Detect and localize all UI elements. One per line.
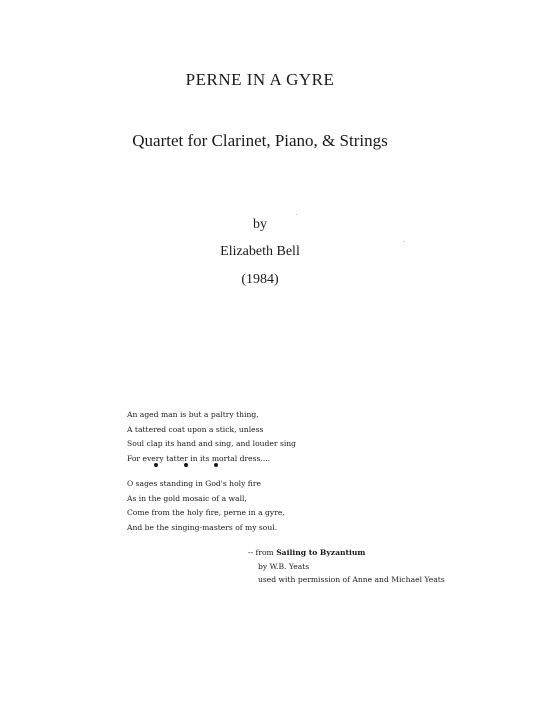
credit-prefix: -- from	[248, 548, 274, 557]
separator-dot	[154, 463, 158, 467]
poem-line: Soul clap its hand and sing, and louder sing	[127, 439, 297, 448]
poem-line: And be the singing-masters of my soul.	[127, 522, 278, 532]
poem-line: Come from the holy fire, perne in a gyre,	[127, 508, 285, 517]
composition-year: (1984)	[241, 272, 279, 287]
credit-source-line	[248, 546, 445, 560]
page-subtitle: Quartet for Clarinet, Piano, & Strings	[132, 131, 388, 150]
separator-dot	[214, 463, 218, 467]
stanza-separator	[148, 463, 238, 471]
composer-name: Elizabeth Bell	[220, 244, 300, 259]
poem-line: For every tatter in its mortal dress....	[127, 453, 271, 463]
credit-permission: used with permission of Anne and Michael Yeats	[258, 575, 445, 584]
by-label: by	[253, 217, 267, 232]
poem-stanza-2	[127, 477, 285, 535]
poem-line: A tattered coat upon a stick, unless	[127, 424, 264, 434]
poem-line: O sages standing in God's holy fire	[127, 479, 261, 488]
credit-author: by W.B. Yeats	[258, 561, 310, 571]
poem-credit	[248, 546, 445, 587]
paper-speck	[296, 214, 297, 215]
page-title: PERNE IN A GYRE	[185, 70, 335, 89]
credit-work-title: Sailing to Byzantium	[276, 548, 366, 557]
paper-speck	[404, 241, 405, 242]
poem-stanza-1	[127, 408, 296, 466]
poem-line: An aged man is but a paltry thing,	[127, 410, 259, 419]
poem-line: As in the gold mosaic of a wall,	[127, 493, 247, 503]
separator-dot	[184, 463, 188, 467]
